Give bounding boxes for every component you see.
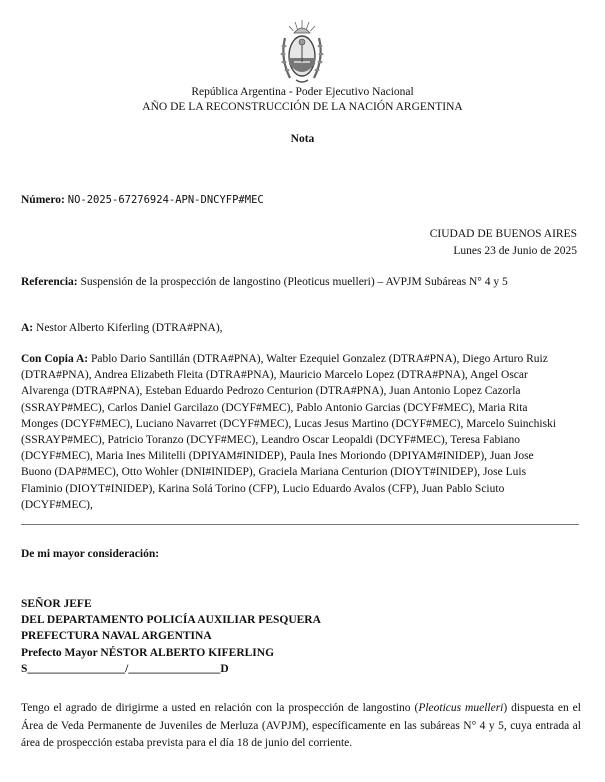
cc-line: Flaminio (DIOYT#INIDEP), Karina Solá Torino (CFP), Lucio Eduardo Avalos (CFP), Juan Pablo Sciuto [21, 482, 505, 495]
greeting: De mi mayor consideración: [21, 548, 160, 560]
cc-line: (DCYF#MEC), [21, 498, 93, 511]
document-type-title: Nota [290, 133, 315, 145]
referencia-label: Referencia: [21, 276, 78, 288]
cc-line: Monges (DCYF#MEC), Luciano Navarret (DCYF#MEC), Lucas Jesus Martino (DCYF#MEC), Marcelo Suinchiski [21, 417, 557, 430]
referencia-value: Suspensión de la prospección de langostino (Pleoticus muelleri) – AVPJM Subáreas N° 4 y 5 [80, 276, 508, 288]
cc-line: Pablo Dario Santillán (DTRA#PNA), Walter Ezequiel Gonzalez (DTRA#PNA), Diego Arturo Ruiz [90, 353, 548, 365]
addressee-line: PREFECTURA NAVAL ARGENTINA [21, 630, 212, 643]
divider-line [21, 524, 579, 525]
coat-of-arms-icon [276, 18, 328, 86]
addressee-line: S_________________/________________D [21, 662, 229, 675]
numero-label: Número: [21, 194, 65, 206]
addressee-block [21, 596, 321, 677]
addressee-line: SEÑOR JEFE [21, 598, 92, 610]
body-text: Tengo el agrado de dirigirme a usted en relación con la prospección de langostino ( [21, 702, 419, 714]
date-line: Lunes 23 de Junio de 2025 [453, 245, 577, 257]
referencia-row [21, 276, 508, 288]
body-text: ) dispuesta en el Área de Veda Permanente de Juveniles de Merluza (AVPJM), específicamente en las subáreas N° 4 y 5, cuya entrada al área de prospección estaba prevista para el día 18 de junio del corriente. [21, 702, 581, 749]
cc-line: (DCYF#MEC), Maria Ines Militelli (DPIYAM#INIDEP), Paula Ines Moriondo (DPIYAM#INIDEP), Juan Jose [21, 450, 534, 463]
header-year-motto: AÑO DE LA RECONSTRUCCIÓN DE LA NACIÓN ARGENTINA [142, 101, 463, 113]
cc-line: (DTRA#PNA), Andrea Elizabeth Fleita (DTRA#PNA), Mauricio Marcelo Lopez (DTRA#PNA), Angel Oscar [21, 369, 528, 382]
species-name: Pleoticus muelleri [418, 702, 504, 714]
numero-row [21, 194, 264, 206]
cc-line: Buono (DAP#MEC), Otto Wohler (DNI#INIDEP), Graciela Mariana Centurion (DIOYT#INIDEP), Jose Luis [21, 466, 527, 479]
recipient-label: A: [21, 322, 34, 334]
addressee-line: DEL DEPARTAMENTO POLICÍA AUXILIAR PESQUERA [21, 614, 321, 627]
numero-value: NO-2025-67276924-APN-DNCYFP#MEC [67, 194, 264, 206]
body-paragraph [21, 700, 581, 753]
cc-line: (SSRAYP#MEC), Carlos Daniel Garcilazo (DCYF#MEC), Pablo Antonio Garcias (DCYF#MEC), Maria Rita [21, 401, 528, 414]
cc-label: Con Copia A: [21, 353, 89, 365]
cc-line: (SSRAYP#MEC), Patricio Toranzo (DCYF#MEC), Leandro Oscar Leopaldi (DCYF#MEC), Teresa Fabiano [21, 434, 521, 447]
cc-block [21, 351, 581, 513]
recipient-value: Nestor Alberto Kiferling (DTRA#PNA), [36, 322, 223, 334]
cc-line: Alvarenga (DTRA#PNA), Esteban Eduardo Pedrozo Centurion (DTRA#PNA), Juan Antonio Lopez Cazorla [21, 385, 521, 398]
header-government-line: República Argentina - Poder Ejecutivo Nacional [191, 86, 414, 98]
place-line: CIUDAD DE BUENOS AIRES [429, 228, 577, 240]
recipient-row [21, 322, 223, 334]
addressee-line: Prefecto Mayor NÉSTOR ALBERTO KIFERLING [21, 646, 275, 659]
